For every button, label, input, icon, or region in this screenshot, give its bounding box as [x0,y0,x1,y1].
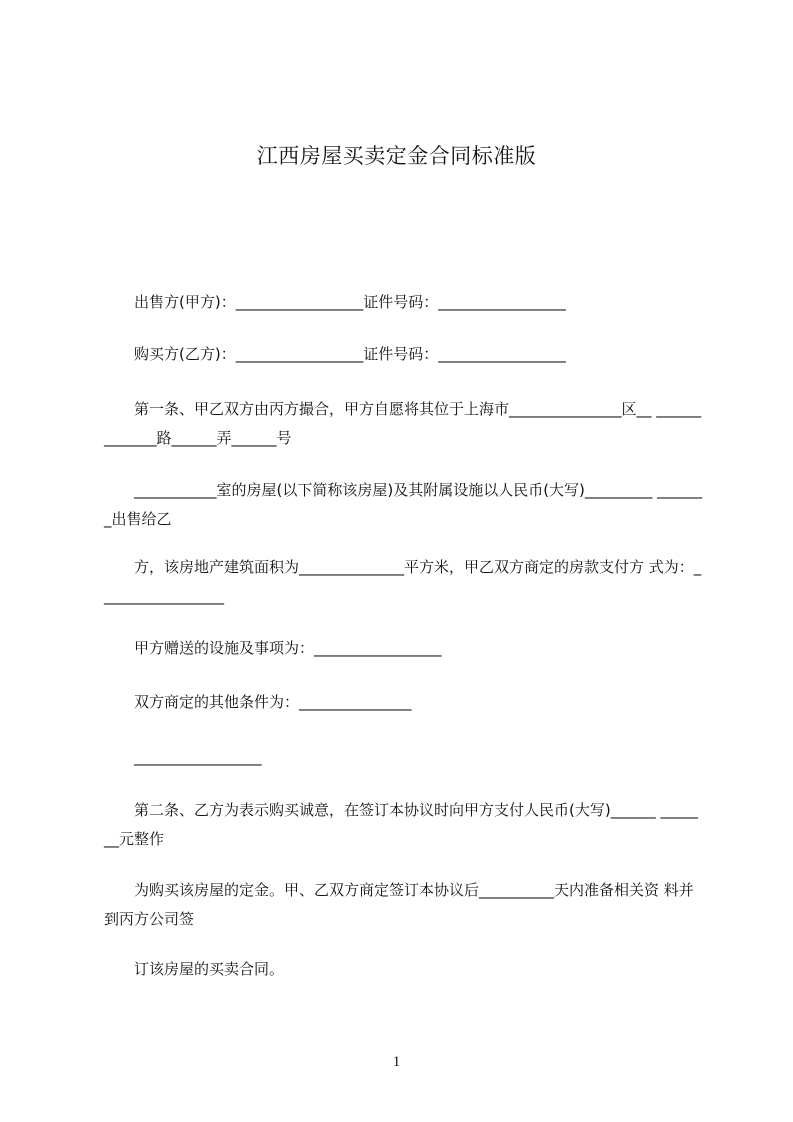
article-1-part-3: 方，该房地产建筑面积为______________平方米，甲乙双方商定的房款支付方 式为：_________________ [104,558,702,605]
buyer-line: 购买方(乙方)：_________________证件号码：_________________ [104,345,566,363]
seller-line: 出售方(甲方)：_________________证件号码：_________________ [104,293,566,311]
other-terms-line: 双方商定的其他条件为：_______________ [104,693,412,711]
article-2-part-2: 为购买该房屋的定金。甲、乙双方商定签订本协议后__________天内准备相关资 料并到丙方公司签 [104,881,694,928]
article-1-part-1: 第一条、甲乙双方由丙方撮合，甲方自愿将其位于上海市_______________区__ _____________路______弄______号 [104,400,702,447]
article-2-part-1: 第二条、乙方为表示购买诚意，在签订本协议时向甲方支付人民币(大写)______ _______元整作 [104,801,698,848]
gift-items-line: 甲方赠送的设施及事项为：_________________ [104,639,442,657]
page-number: 1 [392,1054,401,1070]
article-1-part-2: ___________室的房屋(以下简称该房屋)及其附属设施以人民币(大写)_________ _______出售给乙 [104,481,703,528]
other-terms-blank-line: _________________ [104,748,262,766]
article-2-part-3: 订该房屋的买卖合同。 [104,960,285,978]
document-title: 江西房屋买卖定金合同标准版 [256,144,537,168]
